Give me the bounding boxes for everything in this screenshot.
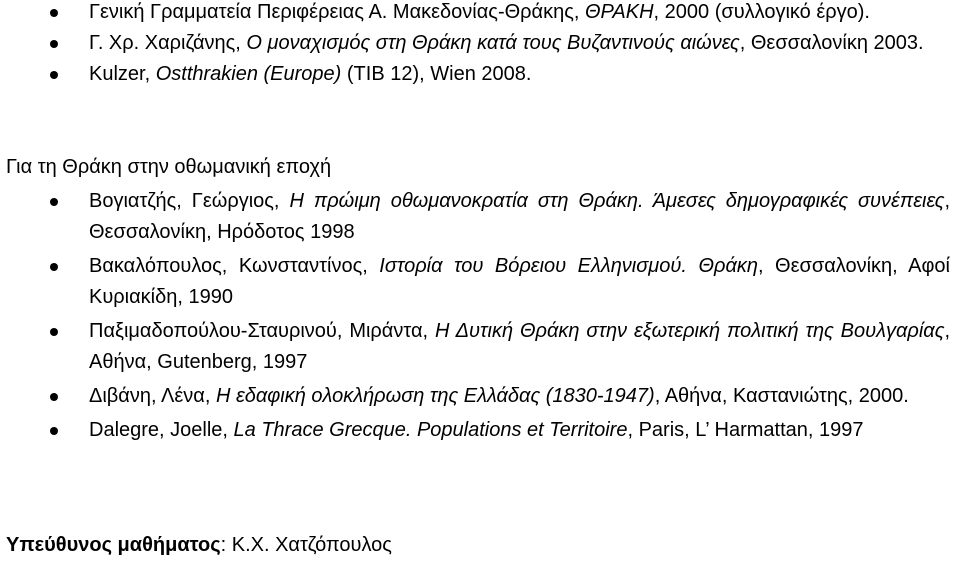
section-heading: Για τη Θράκη στην οθωμανική εποχή — [6, 156, 332, 178]
list-item: Γενική Γραμματεία Περιφέρειας Α. Μακεδονίας-Θράκης, ΘΡΑΚΗ, 2000 (συλλογικό έργο). — [0, 0, 960, 28]
bullet-icon — [50, 198, 58, 206]
instructor-label: Υπεύθυνος μαθήματος — [6, 534, 221, 556]
bullet-icon — [50, 263, 58, 271]
list-item: Dalegre, Joelle, La Thrace Grecque. Populations et Territoire, Paris, L’ Harmattan, 1997 — [0, 415, 960, 446]
bullet-icon — [50, 328, 58, 336]
bullet-icon — [50, 9, 58, 17]
list-item: Γ. Χρ. Χαριζάνης, Ο μοναχισμός στη Θράκη κατά τους Βυζαντινούς αιώνες, Θεσσαλονίκη 2003. — [0, 28, 960, 59]
list-item: Βακαλόπουλος, Κωνσταντίνος, Ιστορία του Βόρειου Ελληνισμού. Θράκη, Θεσσαλονίκη, Αφοί Κυριακίδη, 1990 — [0, 251, 960, 313]
list-item: Kulzer, Ostthrakien (Europe) (TIB 12), Wien 2008. — [0, 59, 960, 90]
list-item: Διβάνη, Λένα, Η εδαφική ολοκλήρωση της Ελλάδας (1830-1947), Αθήνα, Καστανιώτης, 2000. — [0, 381, 960, 412]
list-item: Παξιμαδοπούλου-Σταυρινού, Μιράντα, Η Δυτική Θράκη στην εξωτερική πολιτική της Βουλγαρίας, Αθήνα, Gutenberg, 1997 — [0, 316, 960, 378]
bullet-icon — [50, 427, 58, 435]
bullet-icon — [50, 393, 58, 401]
list-item: Βογιατζής, Γεώργιος, Η πρώιμη οθωμανοκρατία στη Θράκη. Άμεσες δημογραφικές συνέπειες, Θεσσαλονίκη, Ηρόδοτος 1998 — [0, 186, 960, 248]
bullet-icon — [50, 71, 58, 79]
instructor-name: : Κ.Χ. Χατζόπουλος — [220, 534, 392, 556]
bibliography-list-1 — [0, 0, 960, 90]
course-instructor — [6, 530, 392, 561]
bibliography-list-2 — [0, 186, 960, 446]
bullet-icon — [50, 40, 58, 48]
